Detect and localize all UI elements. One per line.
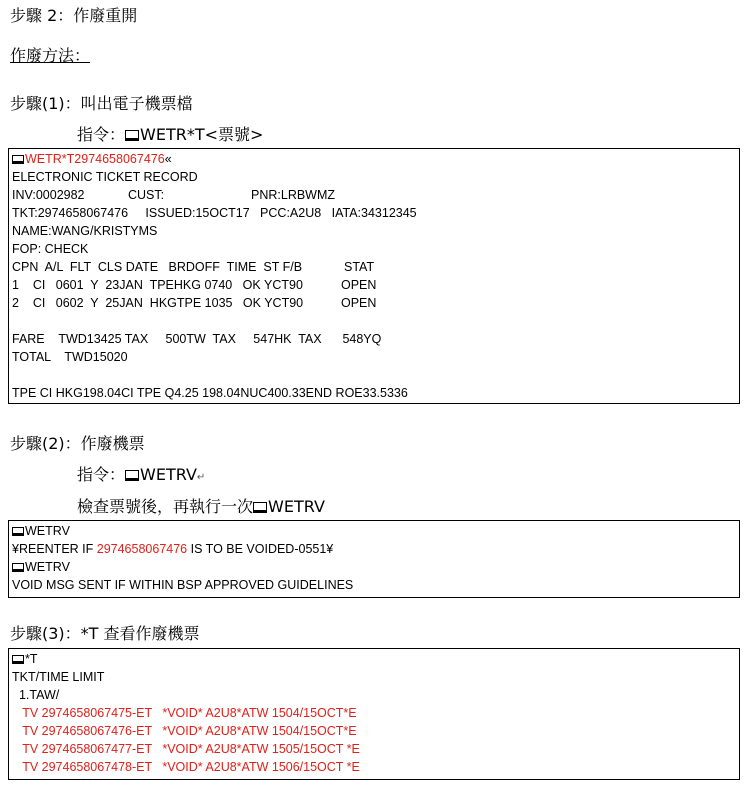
step1-command-line	[77, 125, 263, 145]
method-title: 作廢方法：	[10, 46, 91, 65]
step2-note-line	[77, 497, 325, 517]
terminal-line: TPE CI HKG198.04CI TPE Q4.25 198.04NUC400.33END ROE33.5336	[12, 386, 408, 400]
terminal-line: 1.TAW/	[12, 688, 60, 702]
command-text: WETRV	[140, 465, 197, 484]
void-response-box	[8, 520, 740, 598]
terminal-line: INV:0002982	[12, 188, 85, 202]
computer-terminal-icon	[253, 502, 267, 513]
terminal-line	[12, 151, 172, 167]
prompt-text: IS TO BE VOIDED-0551¥	[187, 542, 334, 556]
voided-ticket-line: TV 2974658067476-ET *VOID* A2U8*ATW 1504/15OCT*E	[12, 724, 357, 738]
computer-terminal-icon	[12, 563, 24, 572]
terminal-line: CUST:	[128, 188, 165, 202]
note-text: 檢查票號後，再執行一次	[77, 497, 254, 516]
command-prefix: 指令：	[77, 465, 126, 484]
voided-ticket-line: TV 2974658067475-ET *VOID* A2U8*ATW 1504/15OCT*E	[12, 706, 357, 720]
command-prefix: 指令：	[77, 125, 126, 144]
computer-terminal-icon	[125, 130, 139, 141]
step2-heading: 步驟(2)：作廢機票	[10, 434, 145, 453]
terminal-line	[12, 541, 333, 557]
cursor-mark: «	[164, 152, 172, 166]
computer-terminal-icon	[12, 527, 24, 536]
voided-ticket-line: TV 2974658067478-ET *VOID* A2U8*ATW 1506/15OCT *E	[12, 760, 360, 774]
command-text: WETR*T<票號>	[140, 125, 264, 144]
computer-terminal-icon	[12, 155, 24, 164]
step2-command-line	[77, 465, 205, 488]
voided-tickets-box	[8, 648, 740, 780]
command-echo: *T	[25, 652, 38, 666]
terminal-line: TKT:2974658067476 ISSUED:15OCT17 PCC:A2U8 IATA:34312345	[12, 206, 417, 220]
computer-terminal-icon	[12, 655, 24, 664]
terminal-line	[12, 651, 38, 667]
terminal-line: CPN A/L FLT CLS DATE BRDOFF TIME ST F/B	[12, 260, 303, 274]
terminal-line: STAT	[344, 260, 375, 274]
terminal-line: OPEN	[341, 296, 377, 310]
terminal-line: ELECTRONIC TICKET RECORD	[12, 170, 198, 184]
step2-title: 步驟 2：作廢重開	[10, 6, 138, 25]
terminal-line: FARE TWD13425 TAX 500TW TAX 547HK TAX 548YQ	[12, 332, 382, 346]
terminal-line: PNR:LRBWMZ	[251, 188, 336, 202]
step3-heading: 步驟(3)：*T 查看作廢機票	[10, 624, 200, 643]
terminal-line: 2 CI 0602 Y 25JAN HKGTPE 1035 OK YCT90	[12, 296, 304, 310]
terminal-line	[12, 559, 70, 575]
command-echo: WETRV	[25, 524, 70, 538]
command-echo: WETRV	[25, 560, 70, 574]
terminal-line: FOP: CHECK	[12, 242, 89, 256]
ticket-number: 2974658067476	[96, 542, 188, 556]
ticket-record-box	[8, 148, 740, 404]
command-echo: WETR*T2974658067476	[25, 152, 165, 166]
terminal-line: 1 CI 0601 Y 23JAN TPEHKG 0740 OK YCT90	[12, 278, 303, 292]
return-mark: ↵	[196, 472, 206, 483]
prompt-text: ¥REENTER IF	[12, 542, 97, 556]
terminal-line: NAME:WANG/KRISTYMS	[12, 224, 158, 238]
terminal-line: OPEN	[341, 278, 377, 292]
note-command: WETRV	[268, 497, 325, 516]
computer-terminal-icon	[125, 470, 139, 481]
terminal-line	[12, 523, 70, 539]
terminal-line: TKT/TIME LIMIT	[12, 670, 105, 684]
terminal-line: TOTAL TWD15020	[12, 350, 128, 364]
terminal-line: VOID MSG SENT IF WITHIN BSP APPROVED GUIDELINES	[12, 578, 354, 592]
voided-ticket-line: TV 2974658067477-ET *VOID* A2U8*ATW 1505/15OCT *E	[12, 742, 360, 756]
step1-heading: 步驟(1)：叫出電子機票檔	[10, 94, 193, 113]
